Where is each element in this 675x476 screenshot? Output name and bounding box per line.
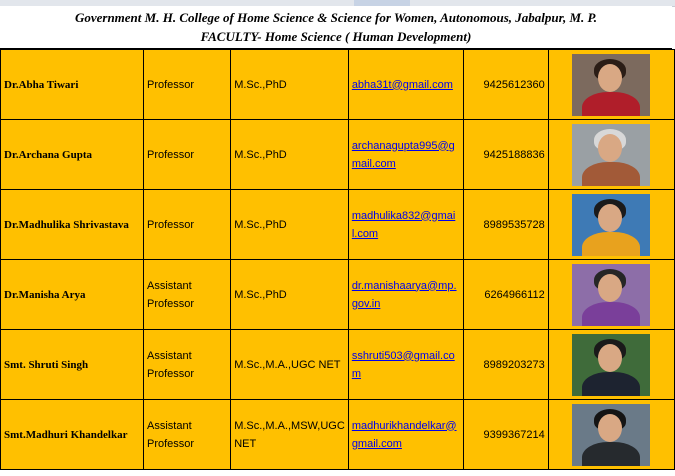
email-link[interactable]: abha31t@gmail.com	[351, 78, 453, 91]
faculty-photo	[572, 54, 650, 116]
email-cell[interactable]	[348, 50, 463, 120]
phone-cell[interactable]: 6264966112	[463, 260, 548, 330]
photo-face	[598, 344, 622, 372]
photo-cell[interactable]	[548, 400, 674, 470]
photo-cell[interactable]	[548, 120, 674, 190]
table-row	[1, 50, 675, 120]
faculty-photo	[572, 334, 650, 396]
photo-face	[598, 134, 622, 162]
qualification-cell[interactable]: M.Sc.,PhD	[231, 50, 349, 120]
qualification-cell[interactable]: M.Sc.,PhD	[231, 190, 349, 260]
email-cell[interactable]	[348, 330, 463, 400]
qualification-cell[interactable]: M.Sc.,M.A.,MSW,UGC NET	[231, 400, 349, 470]
photo-face	[598, 204, 622, 232]
sheet-title	[0, 6, 672, 49]
faculty-title: FACULTY- Home Science ( Human Development)	[200, 29, 472, 44]
photo-cell[interactable]	[548, 330, 674, 400]
email-link[interactable]: archanagupta995@gmail.com	[351, 139, 455, 170]
photo-garment	[582, 442, 640, 466]
faculty-name-cell[interactable]: Dr.Manisha Arya	[1, 260, 144, 330]
designation-cell[interactable]: Professor	[144, 50, 231, 120]
photo-garment	[582, 372, 640, 396]
phone-cell[interactable]: 9399367214	[463, 400, 548, 470]
faculty-photo	[572, 264, 650, 326]
faculty-photo	[572, 194, 650, 256]
designation-cell[interactable]: Assistant Professor	[144, 260, 231, 330]
photo-face	[598, 64, 622, 92]
photo-garment	[582, 162, 640, 186]
phone-cell[interactable]: 9425612360	[463, 50, 548, 120]
faculty-photo	[572, 404, 650, 466]
email-cell[interactable]	[348, 400, 463, 470]
faculty-photo	[572, 124, 650, 186]
email-link[interactable]: madhulika832@gmail.com	[351, 209, 456, 240]
email-link[interactable]: dr.manishaarya@mp.gov.in	[351, 279, 457, 310]
faculty-name-cell[interactable]: Dr.Archana Gupta	[1, 120, 144, 190]
qualification-cell[interactable]: M.Sc.,M.A.,UGC NET	[231, 330, 349, 400]
table-row	[1, 400, 675, 470]
photo-garment	[582, 92, 640, 116]
faculty-name-cell[interactable]: Smt. Shruti Singh	[1, 330, 144, 400]
email-cell[interactable]	[348, 190, 463, 260]
faculty-name-cell[interactable]: Smt.Madhuri Khandelkar	[1, 400, 144, 470]
faculty-table	[0, 49, 675, 470]
photo-cell[interactable]	[548, 190, 674, 260]
college-title: Government M. H. College of Home Science & Science for Women, Autonomous, Jabalpur, M. P.	[74, 10, 598, 25]
qualification-cell[interactable]: M.Sc.,PhD	[231, 120, 349, 190]
faculty-name-cell[interactable]: Dr.Abha Tiwari	[1, 50, 144, 120]
table-row	[1, 260, 675, 330]
photo-cell[interactable]	[548, 50, 674, 120]
photo-cell[interactable]	[548, 260, 674, 330]
phone-cell[interactable]: 8989203273	[463, 330, 548, 400]
designation-cell[interactable]: Professor	[144, 190, 231, 260]
email-cell[interactable]	[348, 260, 463, 330]
photo-garment	[582, 302, 640, 326]
designation-cell[interactable]: Professor	[144, 120, 231, 190]
photo-garment	[582, 232, 640, 256]
phone-cell[interactable]: 9425188836	[463, 120, 548, 190]
photo-face	[598, 274, 622, 302]
email-link[interactable]: madhurikhandelkar@gmail.com	[351, 419, 457, 450]
table-row	[1, 330, 675, 400]
qualification-cell[interactable]: M.Sc.,PhD	[231, 260, 349, 330]
faculty-name-cell[interactable]: Dr.Madhulika Shrivastava	[1, 190, 144, 260]
email-link[interactable]: sshruti503@gmail.com	[351, 349, 455, 380]
designation-cell[interactable]: Assistant Professor	[144, 330, 231, 400]
table-row	[1, 190, 675, 260]
photo-face	[598, 414, 622, 442]
email-cell[interactable]	[348, 120, 463, 190]
phone-cell[interactable]: 8989535728	[463, 190, 548, 260]
table-row	[1, 120, 675, 190]
designation-cell[interactable]: Assistant Professor	[144, 400, 231, 470]
